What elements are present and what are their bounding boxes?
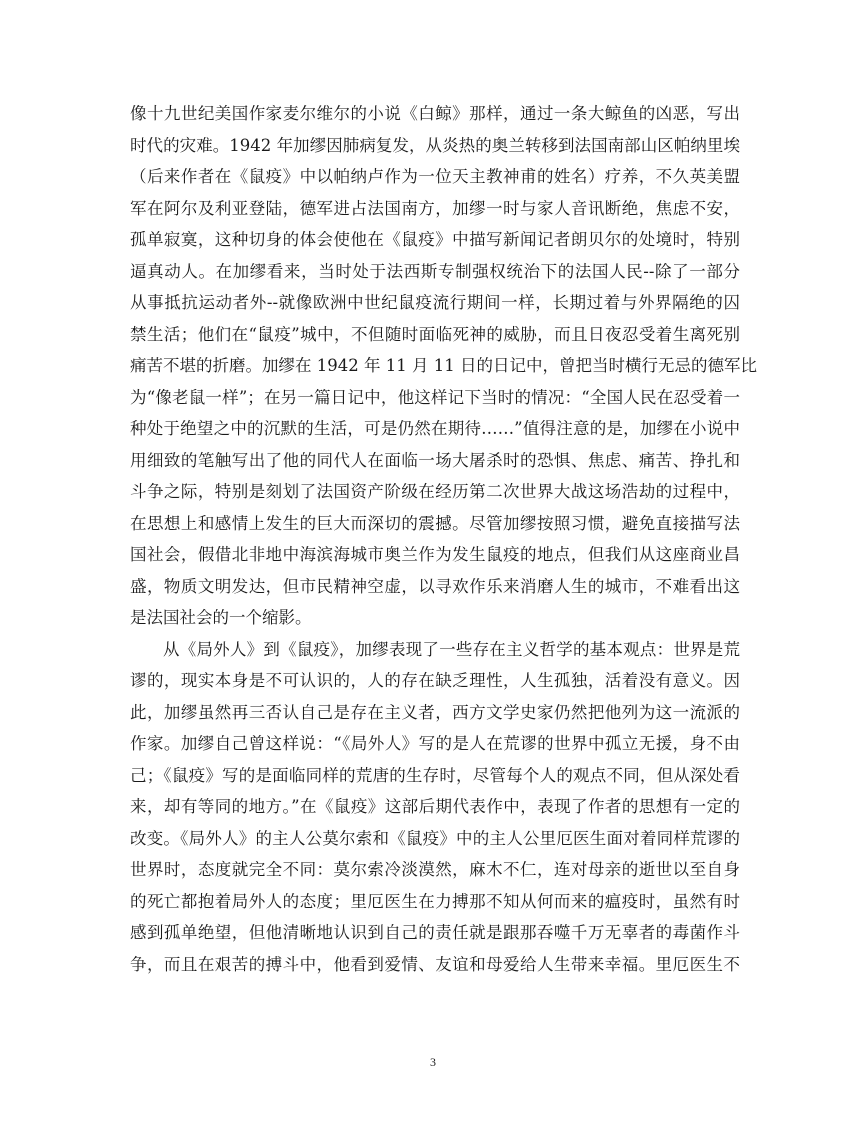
text-line: 争，而且在艰苦的搏斗中，他看到爱情、友谊和母爱给人生带来幸福。里厄医生不	[130, 954, 740, 974]
text-line: 在思想上和感情上发生的巨大而深切的震撼。尽管加缪按照习惯，避免直接描写法	[130, 513, 740, 533]
text-line: 此，加缪虽然再三否认自己是存在主义者，西方文学史家仍然把他列为这一流派的	[130, 702, 740, 722]
text-line: 世界时，态度就完全不同：莫尔索冷淡漠然，麻木不仁，连对母亲的逝世以至自身	[130, 860, 740, 879]
text-line: 时代的灾难。1942 年加缪因肺病复发，从炎热的奥兰转移到法国南部山区帕纳里埃	[130, 135, 740, 155]
text-line: 是法国社会的一个缩影。	[130, 608, 312, 627]
text-line: 来，却有等同的地方。”在《鼠疫》这部后期代表作中，表现了作者的思想有一定的	[130, 797, 740, 816]
text-line: 种处于绝望之中的沉默的生活，可是仍然在期待……”值得注意的是，加缪在小说中	[130, 419, 740, 438]
text-line: 己；《鼠疫》写的是面临同样的荒唐的生存时，尽管每个人的观点不同，但从深处看	[130, 765, 740, 785]
text-line: 作家。加缪自己曾这样说：“《局外人》写的是人在荒谬的世界中孤立无援，身不由	[130, 734, 740, 753]
text-line: 禁生活；他们在“鼠疫”城中，不但随时面临死神的威胁，而且日夜忍受着生离死别	[130, 324, 740, 344]
text-line: 的死亡都抱着局外人的态度；里厄医生在力搏那不知从何而来的瘟疫时，虽然有时	[130, 891, 740, 911]
text-line: 从事抵抗运动者外--就像欧洲中世纪鼠疫流行期间一样，长期过着与外界隔绝的囚	[130, 293, 740, 312]
paragraph	[130, 98, 757, 634]
text-line: 斗争之际，特别是刻划了法国资产阶级在经历第二次世界大战这场浩劫的过程中，	[130, 482, 740, 501]
text-line: 谬的，现实本身是不可认识的，人的存在缺乏理性，人生孤独，活着没有意义。因	[130, 671, 740, 690]
text-line: 军在阿尔及利亚登陆，德军进占法国南方，加缪一时与家人音讯断绝，焦虑不安，	[130, 198, 740, 218]
text-line: 为“像老鼠一样”；在另一篇日记中，他这样记下当时的情况：“全国人民在忍受着一	[130, 387, 740, 407]
text-line: 国社会，假借北非地中海滨海城市奥兰作为发生鼠疫的地点，但我们从这座商业昌	[130, 545, 740, 564]
text-line: 逼真动人。在加缪看来，当时处于法西斯专制强权统治下的法国人民--除了一部分	[130, 261, 740, 281]
page-number: 3	[430, 1055, 436, 1069]
text-line: 盛，物质文明发达，但市民精神空虚，以寻欢作乐来消磨人生的城市，不难看出这	[130, 576, 740, 596]
text-line: 从《局外人》到《鼠疫》，加缪表现了一些存在主义哲学的基本观点：世界是荒	[163, 639, 740, 659]
text-line: 像十九世纪美国作家麦尔维尔的小说《白鲸》那样，通过一条大鲸鱼的凶恶，写出	[130, 104, 740, 123]
text-line: 感到孤单绝望，但他清晰地认识到自己的责任就是跟那吞噬千万无辜者的毒菌作斗	[130, 923, 740, 942]
text-line: 痛苦不堪的折磨。加缪在 1942 年 11 月 11 日的日记中，曾把当时横行无忌的德军比	[130, 356, 757, 375]
text-line: 改变。《局外人》的主人公莫尔索和《鼠疫》中的主人公里厄医生面对着同样荒谬的	[130, 828, 740, 848]
text-line: 孤单寂寞，这种切身的体会使他在《鼠疫》中描写新闻记者朗贝尔的处境时，特别	[130, 230, 740, 249]
paragraph	[130, 634, 740, 981]
text-line: （后来作者在《鼠疫》中以帕纳卢作为一位天主教神甫的姓名）疗养，不久英美盟	[130, 167, 740, 186]
body-text	[130, 98, 757, 980]
text-line: 用细致的笔触写出了他的同代人在面临一场大屠杀时的恐惧、焦虑、痛苦、挣扎和	[130, 450, 740, 470]
